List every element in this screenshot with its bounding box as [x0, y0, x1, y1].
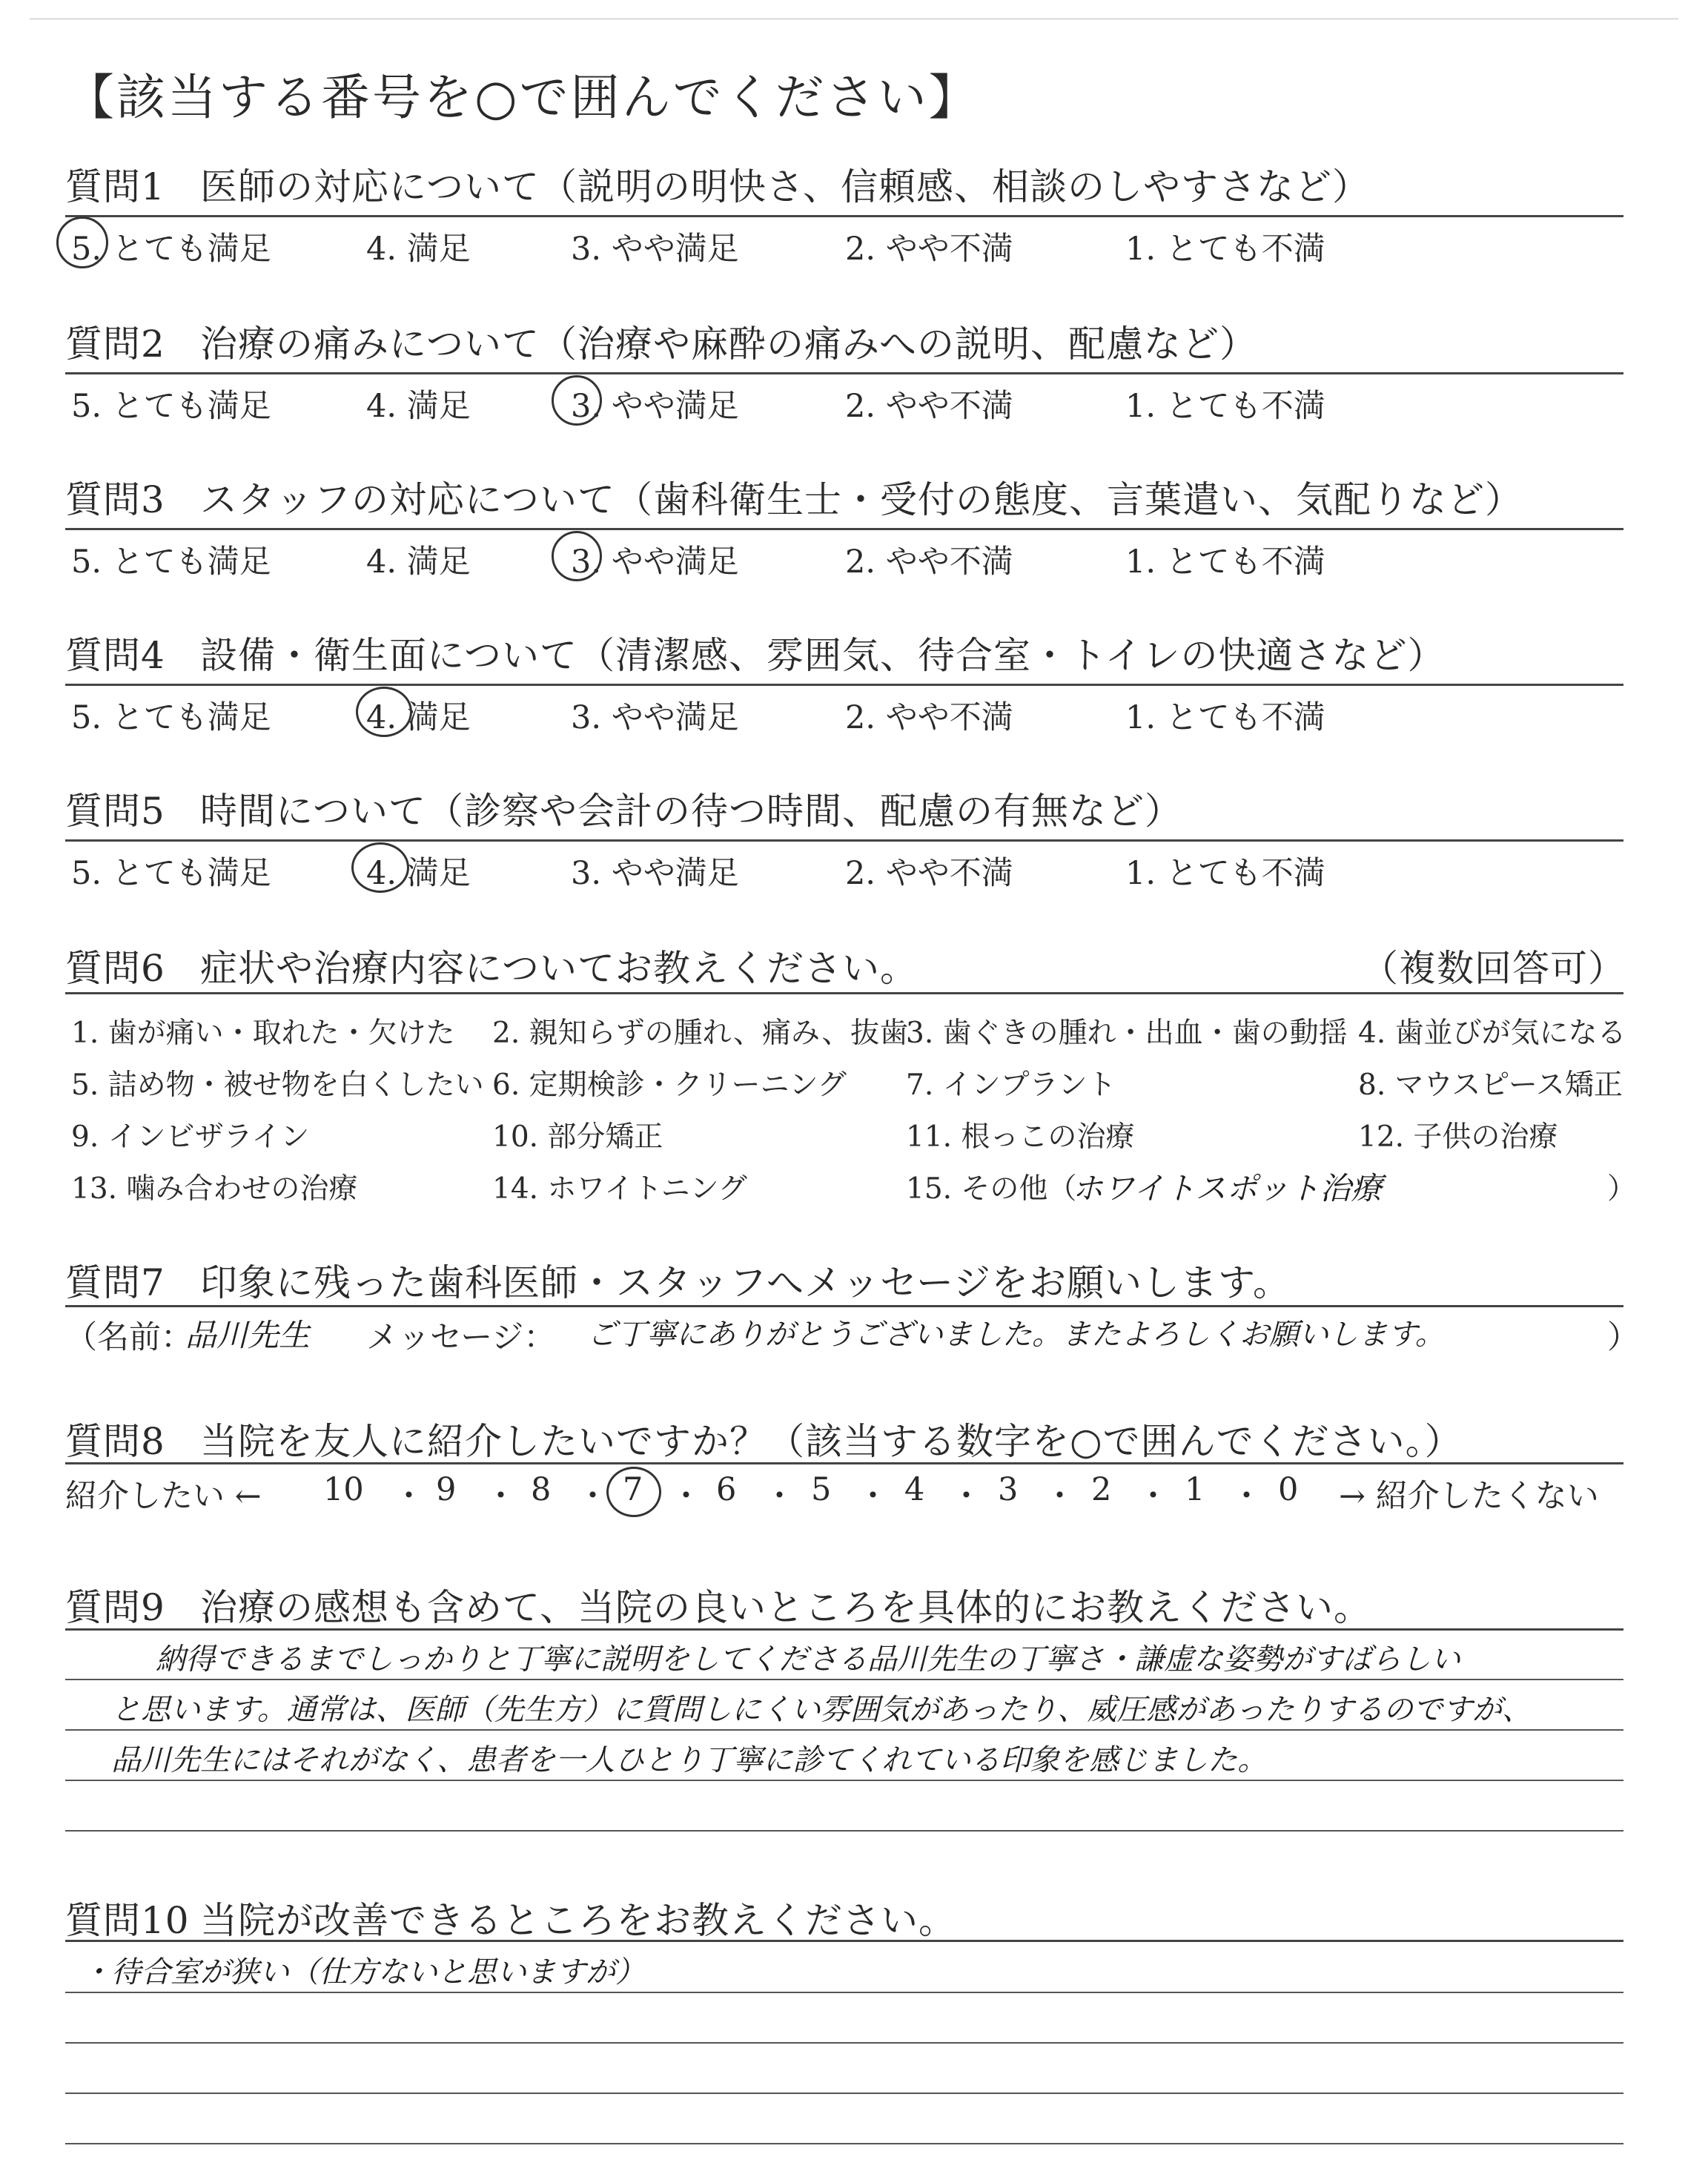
option-3[interactable]: 3. やや満足: [571, 231, 739, 268]
question-1: [65, 157, 1370, 211]
question-text: スタッフの対応について（歯科衛生士・受付の態度、言葉遣い、気配りなど）: [200, 478, 1523, 521]
question-number: 質問9: [65, 1586, 165, 1629]
scale-1[interactable]: 1: [1185, 1471, 1205, 1508]
question-4: [65, 626, 1446, 679]
question-number: 質問10: [65, 1899, 190, 1942]
scale-sep: ・: [1044, 1478, 1076, 1515]
name-label: （名前：: [65, 1319, 193, 1356]
option-2[interactable]: 2. やや不満: [845, 388, 1013, 425]
question-text: 設備・衛生面について（清潔感、雰囲気、待合室・トイレの快適さなど）: [200, 634, 1446, 677]
question-text: 症状や治療内容についてお教えください。: [200, 947, 918, 990]
selection-circle: [56, 217, 108, 268]
top-border: [30, 18, 1678, 20]
scale-6[interactable]: 6: [716, 1471, 737, 1508]
symptom-item-9[interactable]: 9. インビザライン: [71, 1120, 310, 1154]
symptom-item-14[interactable]: 14. ホワイトニング: [492, 1172, 747, 1206]
question-8: [65, 1412, 1463, 1465]
answer-rule: [65, 1679, 1623, 1680]
improvement-line-1[interactable]: ・待合室が狭い（仕方ないと思いますが）: [82, 1955, 645, 1989]
question-7: [65, 1253, 1291, 1307]
other-close-paren: ）: [1607, 1172, 1637, 1206]
option-5[interactable]: 5. とても満足: [71, 388, 271, 425]
option-4[interactable]: 4. 満足: [366, 388, 471, 425]
question-number: 質問2: [65, 323, 165, 366]
recommend-right-label: → 紹介したくない: [1339, 1478, 1599, 1515]
option-1[interactable]: 1. とても不満: [1125, 855, 1325, 892]
question-text: 医師の対応について（説明の明快さ、信頼感、相談のしやすさなど）: [200, 165, 1370, 208]
answer-rule: [65, 2093, 1623, 2094]
question-3: [65, 470, 1523, 524]
scale-9[interactable]: 9: [436, 1471, 457, 1508]
symptom-item-1[interactable]: 1. 歯が痛い・取れた・欠けた: [71, 1017, 455, 1050]
name-value[interactable]: 品川先生: [185, 1317, 311, 1353]
divider: [65, 992, 1623, 994]
divider: [65, 1305, 1623, 1307]
scale-10[interactable]: 10: [323, 1471, 364, 1508]
answer-line-2[interactable]: と思います。通常は、医師（先生方）に質問しにくい雰囲気があったり、威圧感があったりするのですが、: [111, 1693, 1532, 1727]
message-label: メッセージ：: [366, 1319, 556, 1356]
question-number: 質問7: [65, 1261, 165, 1304]
option-5[interactable]: 5. とても満足: [71, 231, 271, 268]
scale-3[interactable]: 3: [998, 1471, 1019, 1508]
option-2[interactable]: 2. やや不満: [845, 544, 1013, 581]
scale-sep: ・: [577, 1478, 609, 1515]
scale-2[interactable]: 2: [1091, 1471, 1112, 1508]
option-3[interactable]: 3. やや満足: [571, 855, 739, 892]
selection-circle: [606, 1467, 661, 1517]
question-number: 質問3: [65, 478, 165, 521]
scale-sep: ・: [764, 1478, 795, 1515]
symptom-item-12[interactable]: 12. 子供の治療: [1358, 1120, 1558, 1154]
divider: [65, 215, 1623, 217]
recommend-left-label: 紹介したい ←: [65, 1478, 262, 1515]
scale-sep: ・: [950, 1478, 982, 1515]
scale-4[interactable]: 4: [904, 1471, 925, 1508]
symptom-item-10[interactable]: 10. 部分矯正: [492, 1120, 663, 1154]
divider: [65, 839, 1623, 842]
divider: [65, 528, 1623, 530]
option-3[interactable]: 3. やや満足: [571, 699, 739, 736]
selection-circle: [356, 687, 412, 737]
answer-rule: [65, 2042, 1623, 2044]
answer-line-1[interactable]: 納得できるまでしっかりと丁寧に説明をしてくださる品川先生の丁寧さ・謙虚な姿勢がすばらしい: [156, 1642, 1460, 1677]
option-1[interactable]: 1. とても不満: [1125, 231, 1325, 268]
symptom-item-11[interactable]: 11. 根っこの治療: [906, 1120, 1135, 1154]
question-number: 質問6: [65, 947, 165, 990]
question-6: [65, 939, 918, 992]
divider: [65, 1628, 1623, 1631]
option-4[interactable]: 4. 満足: [366, 855, 471, 892]
option-1[interactable]: 1. とても不満: [1125, 388, 1325, 425]
scale-sep: ・: [670, 1478, 702, 1515]
answer-rule: [65, 1780, 1623, 1781]
divider: [65, 1462, 1623, 1464]
answer-rule: [65, 1992, 1623, 1993]
divider: [65, 684, 1623, 686]
symptom-item-13[interactable]: 13. 噛み合わせの治療: [71, 1172, 358, 1206]
scale-sep: ・: [485, 1478, 517, 1515]
question-number: 質問4: [65, 634, 165, 677]
option-3[interactable]: 3. やや満足: [571, 388, 739, 425]
question-text: 印象に残った歯科医師・スタッフへメッセージをお願いします。: [200, 1261, 1291, 1304]
question-5: [65, 782, 1182, 835]
question-9: [65, 1578, 1371, 1631]
option-1[interactable]: 1. とても不満: [1125, 699, 1325, 736]
option-4[interactable]: 4. 満足: [366, 231, 471, 268]
other-answer[interactable]: ホワイトスポット治療: [1072, 1170, 1383, 1206]
question-text: 治療の痛みについて（治療や麻酔の痛みへの説明、配慮など）: [200, 323, 1257, 366]
symptom-item-6[interactable]: 6. 定期検診・クリーニング: [492, 1069, 847, 1102]
scale-sep: ・: [1137, 1478, 1169, 1515]
option-4[interactable]: 4. 満足: [366, 544, 471, 581]
answer-rule: [65, 1729, 1623, 1731]
symptom-item-8[interactable]: 8. マウスピース矯正: [1358, 1069, 1623, 1102]
question-text: 治療の感想も含めて、当院の良いところを具体的にお教えください。: [200, 1586, 1371, 1629]
message-close-paren: ）: [1607, 1319, 1639, 1356]
selection-circle: [351, 842, 409, 893]
scale-5[interactable]: 5: [811, 1471, 832, 1508]
scale-0[interactable]: 0: [1278, 1471, 1299, 1508]
option-2[interactable]: 2. やや不満: [845, 231, 1013, 268]
option-2[interactable]: 2. やや不満: [845, 855, 1013, 892]
question-2: [65, 314, 1257, 368]
symptom-item-15[interactable]: 15. その他（: [906, 1172, 1077, 1206]
question-text: 時間について（診察や会計の待つ時間、配慮の有無など）: [200, 790, 1182, 833]
scale-7[interactable]: 7: [623, 1471, 643, 1508]
question-text: 当院が改善できるところをお教えください。: [200, 1899, 956, 1942]
multiple-answer-note: （複数回答可）: [1361, 947, 1626, 990]
selection-circle: [552, 531, 602, 581]
option-5[interactable]: 5. とても満足: [71, 544, 271, 581]
option-1[interactable]: 1. とても不満: [1125, 544, 1325, 581]
scale-8[interactable]: 8: [531, 1471, 552, 1508]
option-5[interactable]: 5. とても満足: [71, 699, 271, 736]
question-number: 質問8: [65, 1420, 165, 1463]
scale-sep: ・: [857, 1478, 889, 1515]
option-5[interactable]: 5. とても満足: [71, 855, 271, 892]
divider: [65, 1940, 1623, 1942]
option-2[interactable]: 2. やや不満: [845, 699, 1013, 736]
answer-rule: [65, 1830, 1623, 1832]
symptom-item-7[interactable]: 7. インプラント: [906, 1069, 1116, 1102]
question-number: 質問5: [65, 790, 165, 833]
message-value[interactable]: ご丁寧にありがとうございました。またよろしくお願いします。: [587, 1318, 1445, 1352]
question-10: [65, 1891, 956, 1944]
answer-line-3[interactable]: 品川先生にはそれがなく、患者を一人ひとり丁寧に診てくれている印象を感じました。: [111, 1743, 1268, 1777]
divider: [65, 372, 1623, 374]
selection-circle: [552, 375, 602, 426]
option-4[interactable]: 4. 満足: [366, 699, 471, 736]
symptom-item-4[interactable]: 4. 歯並びが気になる: [1358, 1017, 1626, 1050]
option-3[interactable]: 3. やや満足: [571, 544, 739, 581]
answer-rule: [65, 2143, 1623, 2144]
question-text: 当院を友人に紹介したいですか？（該当する数字を○で囲んでください。）: [200, 1420, 1463, 1463]
symptom-item-5[interactable]: 5. 詰め物・被せ物を白くしたい: [71, 1069, 484, 1102]
symptom-item-3[interactable]: 3. 歯ぐきの腫れ・出血・歯の動揺: [906, 1017, 1348, 1050]
question-number: 質問1: [65, 165, 165, 208]
symptom-item-2[interactable]: 2. 親知らずの腫れ、痛み、抜歯: [492, 1017, 909, 1050]
scale-sep: ・: [393, 1478, 425, 1515]
scale-sep: ・: [1231, 1478, 1262, 1515]
page-heading: 【該当する番号を○で囲んでください】: [65, 69, 980, 126]
